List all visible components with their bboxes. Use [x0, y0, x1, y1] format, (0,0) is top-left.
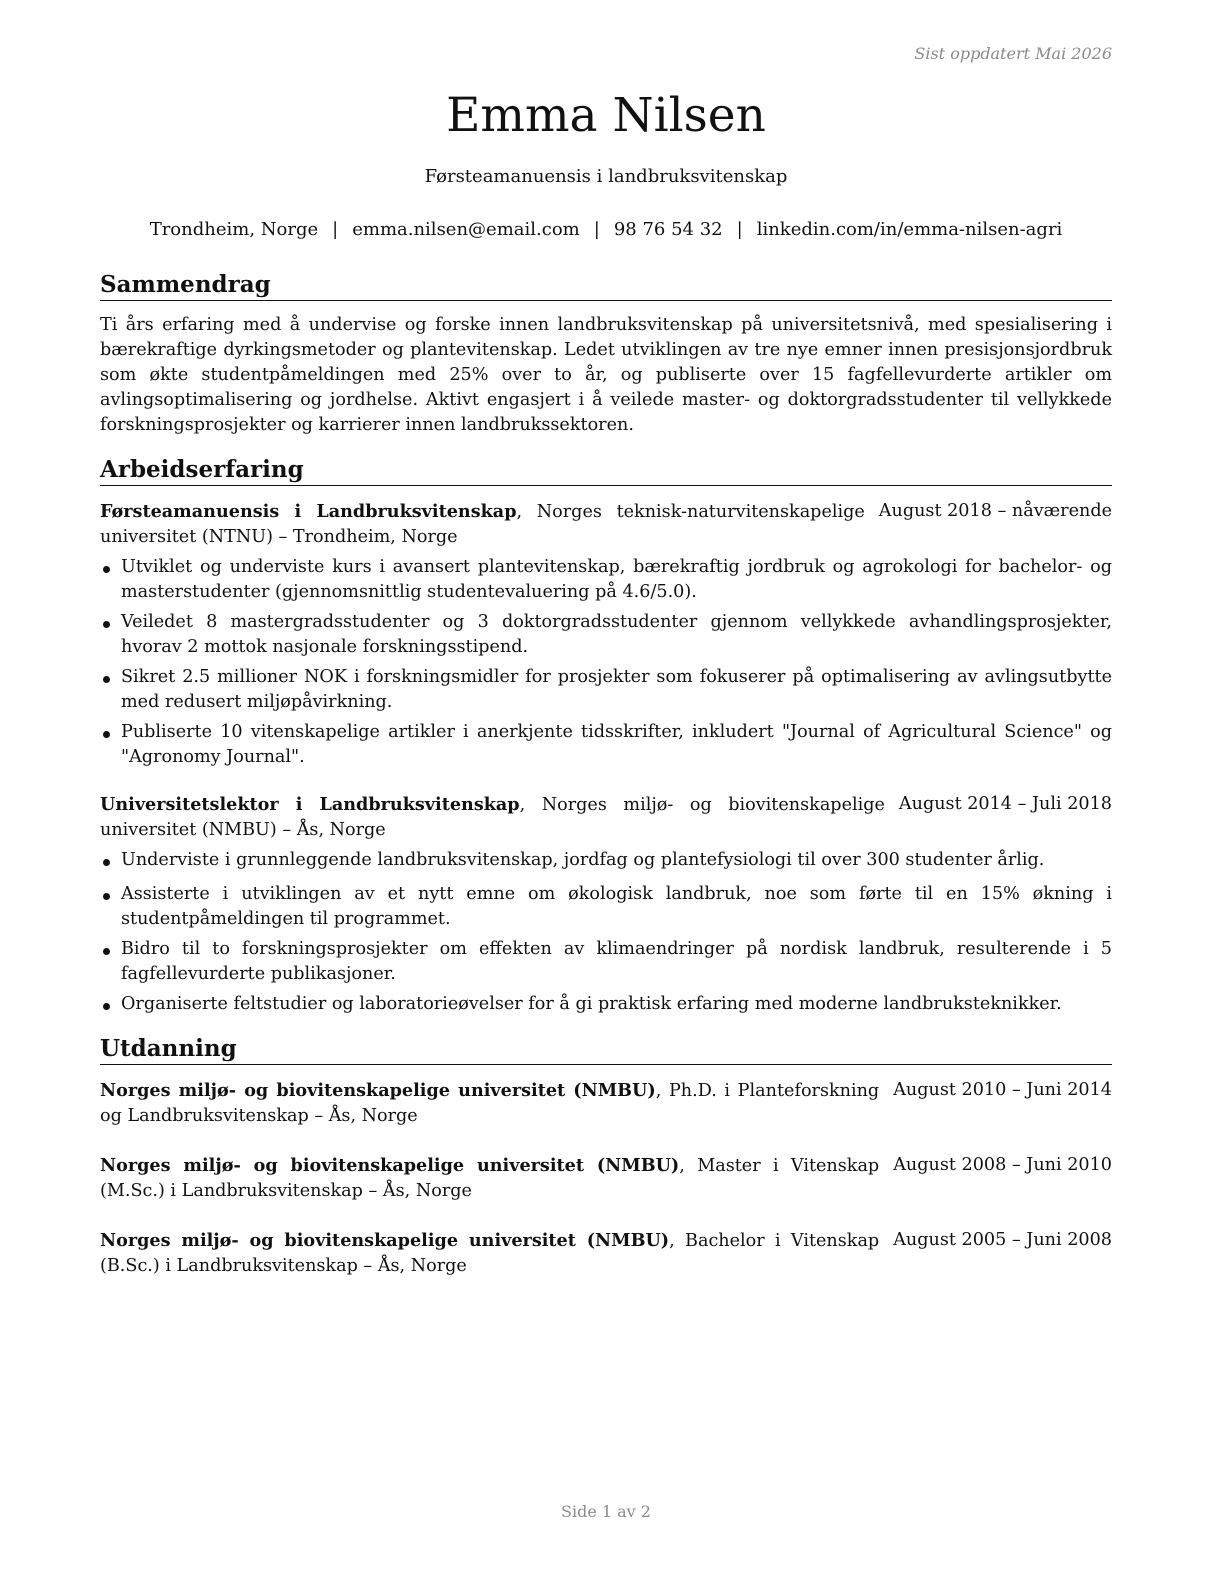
education-entry — [100, 1153, 1112, 1204]
education-header — [100, 1153, 1112, 1204]
job-employer: , Norges teknisk-naturvitenskapelige universitet (NTNU) – Trondheim, Norge — [100, 502, 865, 547]
job-header — [100, 499, 1112, 550]
education-entry — [100, 1078, 1112, 1129]
education-degree: , Ph.D. i Planteforskning og Landbruksvitenskap – Ås, Norge — [100, 1081, 880, 1126]
contact-separator: | — [736, 219, 743, 240]
job-header — [100, 792, 1112, 843]
bullet-text: Veiledet 8 mastergradsstudenter og 3 doktorgradsstudenter gjennom vellykkede avhandlingsprosjekter, hvorav 2 mottok nasjonale forskningsstipend. — [121, 612, 1112, 657]
bullet-item — [100, 992, 1112, 1017]
contact-linkedin[interactable]: linkedin.com/in/emma-nilsen-agri — [756, 219, 1063, 240]
bullet-item — [100, 882, 1112, 932]
job-bullets — [100, 848, 1112, 1017]
contact-location: Trondheim, Norge — [149, 219, 319, 240]
bullet-item — [100, 555, 1112, 605]
summary-section — [100, 270, 1112, 438]
bullet-item — [100, 848, 1112, 873]
person-name: Emma Nilsen — [446, 88, 766, 143]
bullet-text: Utviklet og underviste kurs i avansert plantevitenskap, bærekraftig jordbruk og agrokologi for bachelor- og masterstudenter (gjennomsnittlig studentevaluering på 4.6/5.0). — [121, 557, 1112, 602]
education-dates: August 2005 – Juni 2008 — [893, 1230, 1112, 1250]
summary-text: Ti års erfaring med å undervise og forske innen landbruksvitenskap på universitetsnivå, med spesialisering i bærekraftige dyrkingsmetoder og plantevitenskap. Ledet utviklingen av tre nye emner innen presisjonsjordbruk som økte studentpåmeldingen med 25% over to år, og publiserte over 15 fagfellevurderte artikler om avlingsoptimalisering og jordhelse. Aktivt engasjert i å veilede master- og doktorgradsstudenter til vellykkede forskningsprosjekter og karrierer innen landbrukssektoren. — [100, 315, 1112, 435]
bullet-item — [100, 937, 1112, 987]
contact-separator: | — [332, 219, 339, 240]
bullet-dot — [103, 859, 110, 866]
job-title: Førsteamanuensis i Landbruksvitenskap — [100, 501, 517, 522]
education-header — [100, 1228, 1112, 1279]
job-title: Universitetslektor i Landbruksvitenskap — [100, 794, 520, 815]
job-entry — [100, 499, 1112, 770]
job-dates: August 2018 – nåværende — [878, 501, 1112, 521]
education-degree: , Bachelor i Vitenskap (B.Sc.) i Landbruksvitenskap – Ås, Norge — [100, 1231, 880, 1276]
bullet-text: Underviste i grunnleggende landbruksvitenskap, jordfag og plantefysiologi til over 300 studenter årlig. — [121, 850, 1045, 870]
education-dates: August 2010 – Juni 2014 — [893, 1080, 1112, 1100]
job-entry — [100, 792, 1112, 1017]
bullet-item — [100, 610, 1112, 660]
bullet-text: Organiserte feltstudier og laboratorieøvelser for å gi praktisk erfaring med moderne landbruksteknikker. — [121, 994, 1062, 1014]
education-institution: Norges miljø- og biovitenskapelige universitet (NMBU) — [100, 1230, 670, 1251]
job-dates: August 2014 – Juli 2018 — [898, 794, 1112, 814]
contact-email[interactable]: emma.nilsen@email.com — [352, 219, 580, 240]
contact-separator: | — [593, 219, 600, 240]
bullet-dot — [103, 1003, 110, 1010]
bullet-dot — [103, 621, 110, 628]
job-bullets — [100, 555, 1112, 770]
bullet-item — [100, 665, 1112, 715]
contact-line — [100, 219, 1112, 240]
bullet-dot — [103, 676, 110, 683]
bullet-text: Bidro til to forskningsprosjekter om effekten av klimaendringer på nordisk landbruk, resulterende i 5 fagfellevurderte publikasjoner. — [121, 939, 1112, 984]
education-entry — [100, 1228, 1112, 1279]
experience-section — [100, 455, 1112, 1017]
education-institution: Norges miljø- og biovitenskapelige universitet (NMBU) — [100, 1155, 680, 1176]
job-title: Førsteamanuensis i landbruksvitenskap — [424, 166, 788, 187]
page-number: Side 1 av 2 — [561, 1502, 651, 1521]
job-employer: , Norges miljø- og biovitenskapelige universitet (NMBU) – Ås, Norge — [100, 795, 885, 840]
education-degree: , Master i Vitenskap (M.Sc.) i Landbruksvitenskap – Ås, Norge — [100, 1156, 880, 1201]
experience-heading: Arbeidserfaring — [100, 455, 1112, 486]
bullet-text: Sikret 2.5 millioner NOK i forskningsmidler for prosjekter som fokuserer på optimalisering av avlingsutbytte med redusert miljøpåvirkning. — [121, 667, 1112, 712]
summary-heading: Sammendrag — [100, 270, 1112, 301]
contact-phone: 98 76 54 32 — [613, 219, 723, 240]
education-header — [100, 1078, 1112, 1129]
education-dates: August 2008 – Juni 2010 — [893, 1155, 1112, 1175]
education-institution: Norges miljø- og biovitenskapelige universitet (NMBU) — [100, 1080, 656, 1101]
bullet-text: Assisterte i utviklingen av et nytt emne om økologisk landbruk, noe som førte til en 15% økning i studentpåmeldingen til programmet. — [121, 884, 1112, 929]
bullet-text: Publiserte 10 vitenskapelige artikler i anerkjente tidsskrifter, inkludert "Journal of Agricultural Science" og "Agronomy Journal". — [121, 722, 1112, 767]
bullet-dot — [103, 893, 110, 900]
last-updated: Sist oppdatert Mai 2026 — [914, 44, 1112, 63]
bullet-dot — [103, 731, 110, 738]
education-section — [100, 1034, 1112, 1279]
bullet-dot — [103, 948, 110, 955]
education-heading: Utdanning — [100, 1034, 1112, 1065]
bullet-dot — [103, 566, 110, 573]
bullet-item — [100, 720, 1112, 770]
